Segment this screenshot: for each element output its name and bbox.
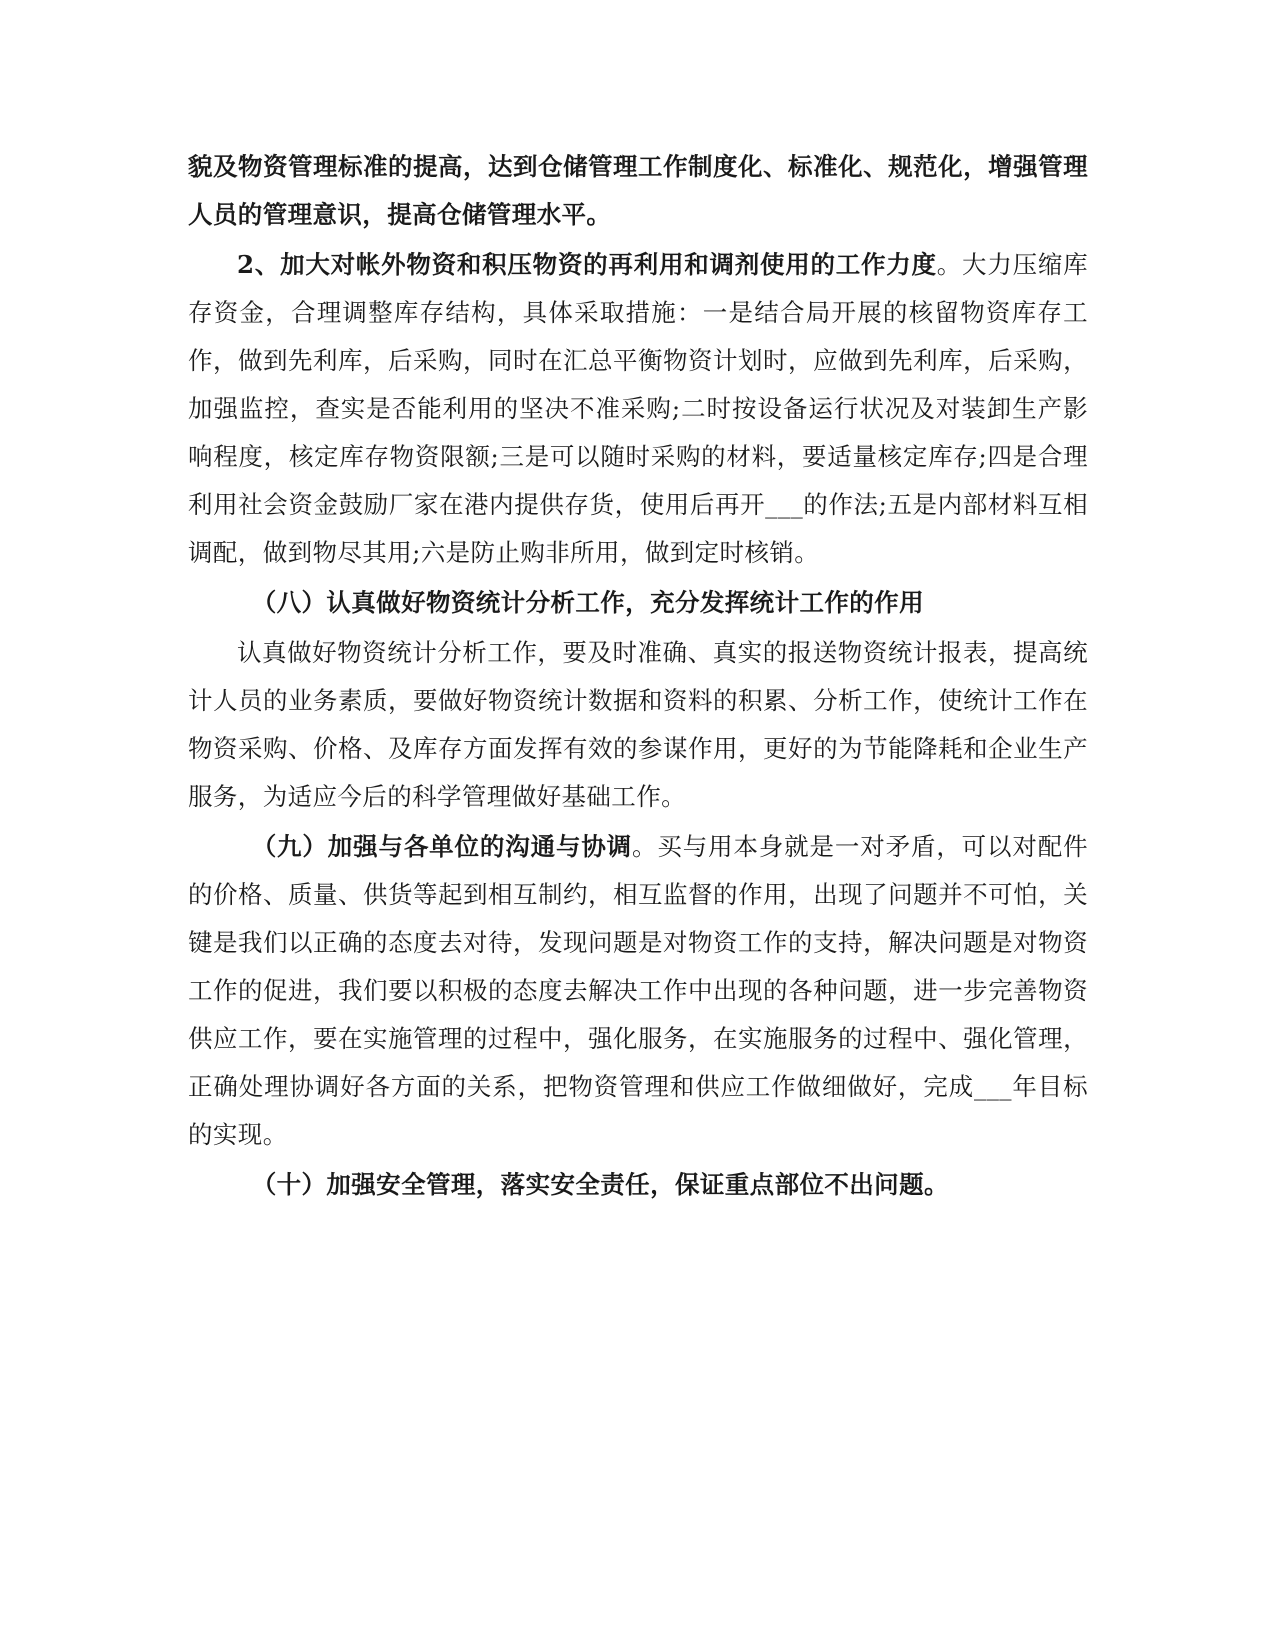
paragraph-continuation: 貌及物资管理标准的提高，达到仓储管理工作制度化、标准化、规范化，增强管理人员的管理意识，提高仓储管理水平。 bbox=[188, 152, 1088, 229]
document-body bbox=[188, 143, 1088, 1209]
item-2-heading: 2、加大对帐外物资和积压物资的再利用和调剂使用的工作力度 bbox=[237, 250, 937, 279]
item-2-body: 。大力压缩库存资金，合理调整库存结构，具体采取措施：一是结合局开展的核留物资库存工作，做到先利库，后采购，同时在汇总平衡物资计划时，应做到先利库，后采购，加强监控，查实是否能利用的坚决不准采购;二时按设备运行状况及对装卸生产影响程度，核定库存物资限额;三是可以随时采购的材料，要适量核定库存;四是合理利用社会资金鼓励厂家在港内提供存货，使用后再开___的作法;五是内部材料互相调配，做到物尽其用;六是防止购非所用，做到定时核销。 bbox=[188, 250, 1088, 567]
section-heading-8: （八）认真做好物资统计分析工作，充分发挥统计工作的作用 bbox=[251, 588, 924, 617]
paragraph-section-8: 认真做好物资统计分析工作，要及时准确、真实的报送物资统计报表，提高统计人员的业务素质，要做好物资统计数据和资料的积累、分析工作，使统计工作在物资采购、价格、及库存方面发挥有效的参谋作用，更好的为节能降耗和企业生产服务，为适应今后的科学管理做好基础工作。 bbox=[188, 638, 1088, 811]
section-heading-9: （九）加强与各单位的沟通与协调 bbox=[251, 832, 633, 861]
paragraph-item-2 bbox=[188, 241, 1088, 577]
paragraph-section-9 bbox=[188, 823, 1088, 1159]
section-9-body: 。买与用本身就是一对矛盾，可以对配件的价格、质量、供货等起到相互制约，相互监督的作用，出现了问题并不可怕，关键是我们以正确的态度去对待，发现问题是对物资工作的支持，解决问题是对物资工作的促进，我们要以积极的态度去解决工作中出现的各种问题，进一步完善物资供应工作，要在实施管理的过程中，强化服务，在实施服务的过程中、强化管理，正确处理协调好各方面的关系，把物资管理和供应工作做细做好，完成___年目标的实现。 bbox=[188, 832, 1089, 1149]
section-heading-10: （十）加强安全管理，落实安全责任，保证重点部位不出问题。 bbox=[251, 1170, 949, 1199]
